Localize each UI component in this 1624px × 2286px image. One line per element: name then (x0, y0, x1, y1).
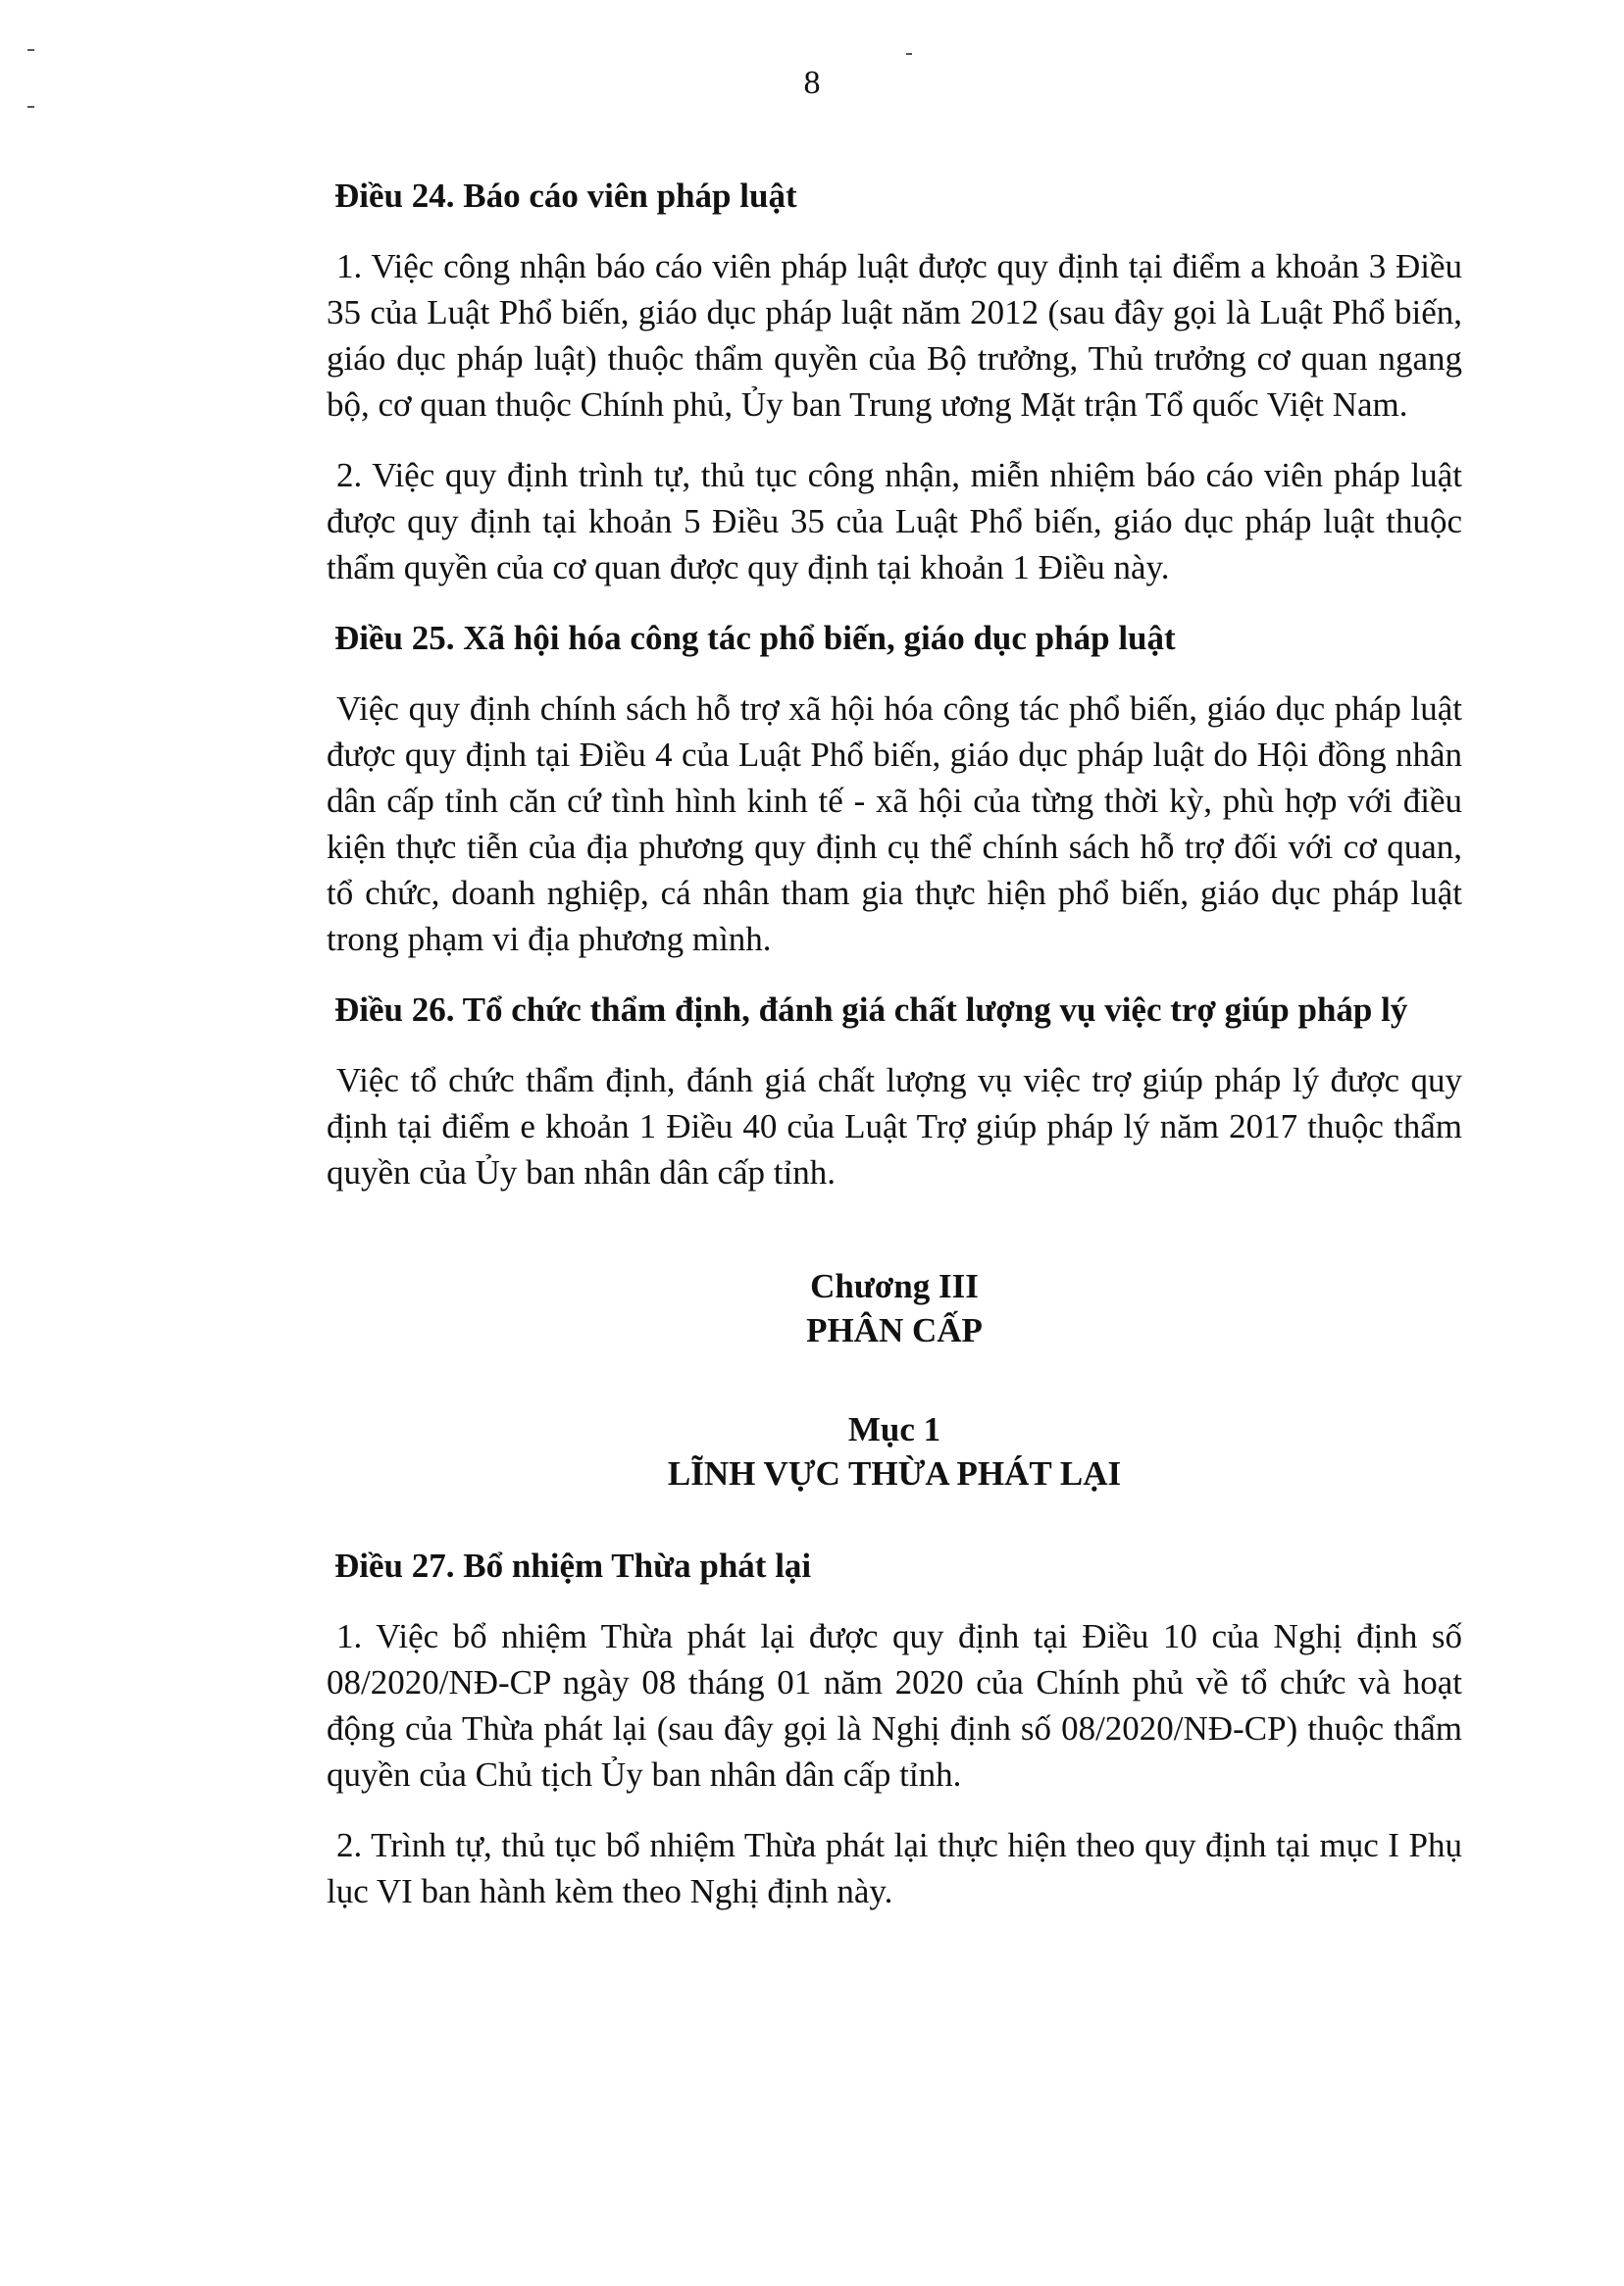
section-title: LĨNH VỰC THỪA PHÁT LẠI (667, 1454, 1122, 1493)
scan-mark (27, 106, 34, 108)
article-24-paragraph-2: 2. Việc quy định trình tự, thủ tục công nhận, miễn nhiệm báo cáo viên pháp luật được quy định tại khoản 5 Điều 35 của Luật Phổ biến, giáo dục pháp luật thuộc thẩm quyền của cơ quan được quy định tại khoản 1 Điều này. (327, 456, 1462, 586)
section-label: Mục 1 (847, 1410, 941, 1448)
article-27-paragraph-1: 1. Việc bổ nhiệm Thừa phát lại được quy định tại Điều 10 của Nghị định số 08/2020/NĐ-CP ngày 08 tháng 01 năm 2020 của Chính phủ về tổ chức và hoạt động của Thừa phát lại (sau đây gọi là Nghị định số 08/2020/NĐ-CP) thuộc thẩm quyền của Chủ tịch Ủy ban nhân dân cấp tỉnh. (327, 1617, 1462, 1794)
article-27-paragraph-2: 2. Trình tự, thủ tục bổ nhiệm Thừa phát lại thực hiện theo quy định tại mục I Phụ lục VI ban hành kèm theo Nghị định này. (327, 1826, 1462, 1910)
article-25-heading: Điều 25. Xã hội hóa công tác phổ biến, giáo dục pháp luật (334, 619, 1176, 657)
scan-mark (27, 49, 34, 51)
article-26-heading: Điều 26. Tổ chức thẩm định, đánh giá chất lượng vụ việc trợ giúp pháp lý (334, 991, 1408, 1029)
chapter-label: Chương III (810, 1267, 979, 1305)
page-number: 8 (803, 65, 821, 101)
document-body (327, 173, 1462, 1914)
article-25-paragraph-1: Việc quy định chính sách hỗ trợ xã hội hóa công tác phổ biến, giáo dục pháp luật được quy định tại Điều 4 của Luật Phổ biến, giáo dục pháp luật do Hội đồng nhân dân cấp tỉnh căn cứ tình hình kinh tế - xã hội của từng thời kỳ, phù hợp với điều kiện thực tiễn của địa phương quy định cụ thể chính sách hỗ trợ đối với cơ quan, tổ chức, doanh nghiệp, cá nhân tham gia thực hiện phổ biến, giáo dục pháp luật trong phạm vi địa phương mình. (327, 689, 1462, 958)
article-24-paragraph-1: 1. Việc công nhận báo cáo viên pháp luật được quy định tại điểm a khoản 3 Điều 35 của Luật Phổ biến, giáo dục pháp luật năm 2012 (sau đây gọi là Luật Phổ biến, giáo dục pháp luật) thuộc thẩm quyền của Bộ trưởng, Thủ trưởng cơ quan ngang bộ, cơ quan thuộc Chính phủ, Ủy ban Trung ương Mặt trận Tổ quốc Việt Nam. (327, 247, 1462, 424)
chapter-title: PHÂN CẤP (806, 1311, 983, 1349)
article-26-paragraph-1: Việc tổ chức thẩm định, đánh giá chất lượng vụ việc trợ giúp pháp lý được quy định tại điểm e khoản 1 Điều 40 của Luật Trợ giúp pháp lý năm 2017 thuộc thẩm quyền của Ủy ban nhân dân cấp tỉnh. (327, 1061, 1462, 1192)
scan-mark (906, 53, 912, 55)
article-27-heading: Điều 27. Bổ nhiệm Thừa phát lại (334, 1547, 812, 1585)
article-24-heading: Điều 24. Báo cáo viên pháp luật (334, 177, 797, 215)
